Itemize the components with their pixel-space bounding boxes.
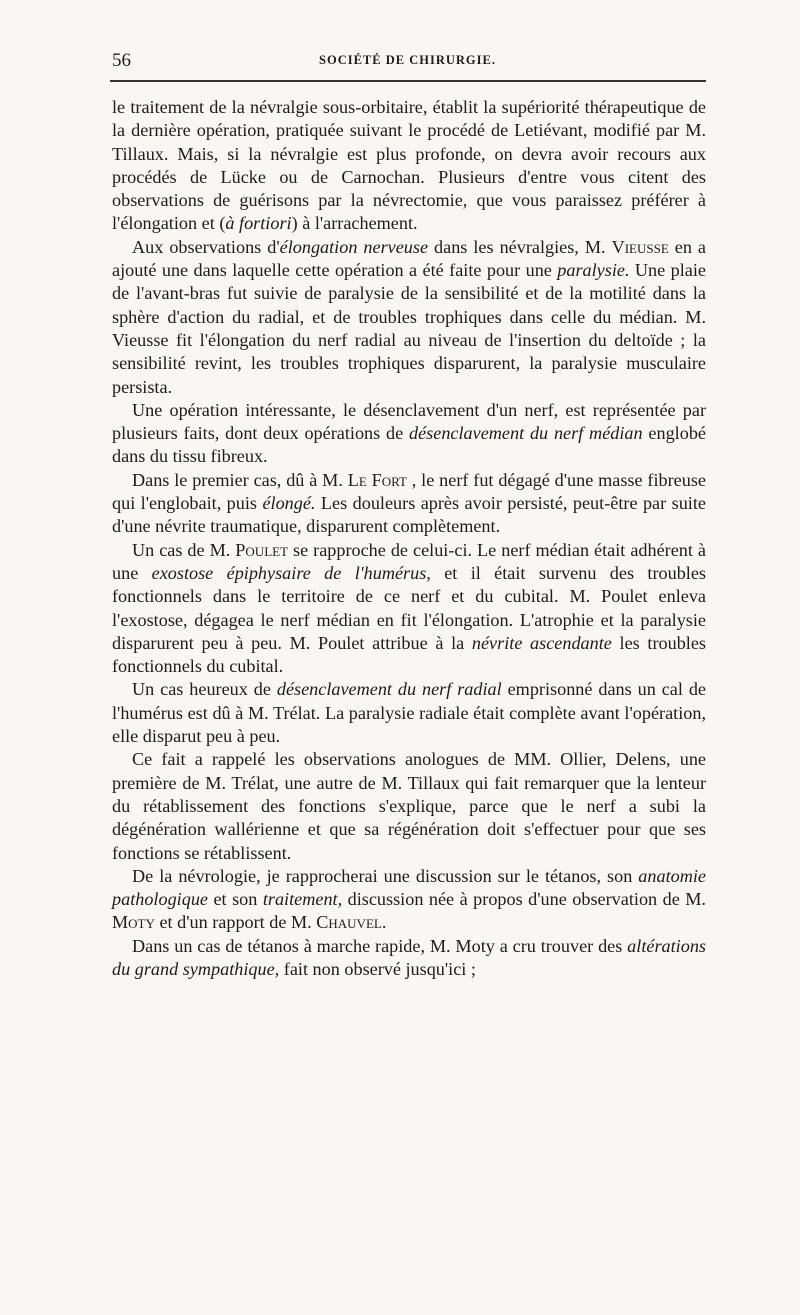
paragraph [112,865,706,935]
italic-text: paralysie. [557,260,630,281]
text-run: Dans un cas de tétanos à marche rapide, M. Moty a cru trouver des [132,935,628,956]
italic-text: à fortiori [225,213,292,234]
text-run: Une opération intéressante, le désenclavement d'un nerf, est représentée par plusieurs faits, dont deux opérations de [112,399,706,444]
text-run: Un cas heureux de [132,679,277,700]
paragraph [112,469,706,539]
text-run: ) à l'arrachement. [291,213,418,234]
italic-text: élongation nerveuse [279,236,429,257]
page-number: 56 [112,50,131,71]
text-run: Une plaie de l'avant-bras fut suivie de paralysie de la sensibilité et de la motilité dans la sphère d'action du radial, et de troubles trophiques dans celle du médian. M. Vieusse fit l'élongation du nerf radial au niveau de l'insertion du deltoïde ; la sensibilité revint, les troubles trophiques disparurent, la paralysie musculaire persista. [112,260,706,397]
body-text [112,96,706,981]
author-name: Chauvel. [316,912,387,933]
italic-text: désenclavement du nerf médian [409,423,643,444]
text-run: se rapproche de celui-ci. Le nerf médian était adhérent à une [112,539,706,583]
paragraph [112,935,706,982]
italic-text: traitement, [262,889,343,910]
text-run: Dans le premier cas, dû à M. [132,469,348,490]
paragraph [112,236,706,399]
italic-text: exostose épiphysaire de l'humérus, [151,562,431,583]
text-run: Aux observations d' [132,236,280,257]
text-run: Ce fait a rappelé les observations anologues de MM. Ollier, Delens, une première de M. Trélat, une autre de M. Tillaux qui fait remarquer que la lenteur du rétablissement des fonctions s'explique, parce que le nerf a subi la dégénération wallérienne et que sa régénération doit s'effectuer pour que ses fonctions se rétablissent. [112,749,706,863]
text-run: , le nerf fut dégagé d'une masse fibreuse qui l'englobait, puis [112,469,707,514]
text-run: Les douleurs après avoir persisté, peut-être par suite d'une névrite traumatique, disparurent complètement. [112,493,706,537]
text-run: emprisonné dans un cal de l'humérus est dû à M. Trélat. La paralysie radiale était complète avant l'opération, elle disparut peu à peu. [112,679,706,747]
author-name: Le Fort [347,469,407,490]
text-run: et il était survenu des troubles fonctionnels dans le territoire de ce nerf et du cubital. M. Poulet enleva l'exostose, dégagea le nerf médian en fit l'élongation. L'atrophie et la paralysie disparurent peu à peu. M. Poulet attribue à la [112,562,707,653]
text-run: englobé dans du tissu fibreux. [112,423,706,467]
italic-text: désenclavement du nerf radial [276,679,502,700]
text-run: De la névrologie, je rapprocherai une discussion sur le tétanos, son [132,865,639,886]
paragraph [112,96,706,236]
text-run: Un cas de M. [132,539,236,560]
italic-text: altérations du grand sympathique, [112,935,706,979]
text-run: discussion née à propos d'une observation de M. [342,889,706,910]
paragraph [112,399,706,469]
paragraph [112,678,706,748]
text-run: en a ajouté une dans laquelle cette opération a été faite pour une [112,236,706,281]
italic-text: anatomie pathologique [112,865,706,910]
text-run: dans les névralgies, M. [428,236,612,257]
text-run: le traitement de la névralgie sous-orbitaire, établit la supériorité thérapeutique de la dernière opération, pratiquée suivant le procédé de Letiévant, modifié par M. Tillaux. Mais, si la névralgie est plus profonde, on devra avoir recours aux procédés de Lücke ou de Carnochan. Plusieurs d'entre vous citent des observations de guérisons par la névrectomie, que vous paraissez préférer à l'élongation et ( [112,97,706,234]
author-name: Moty [112,912,155,933]
author-name: Poulet [235,539,289,560]
paragraph [112,539,706,679]
italic-text: élongé. [262,493,316,514]
text-run: et son [207,889,263,910]
text-run: fait non observé jusqu'ici ; [279,958,476,979]
text-run: et d'un rapport de M. [154,912,317,933]
text-run: les troubles fonctionnels du cubital. [112,632,707,677]
author-name: Vieusse [611,236,669,257]
page-header [110,50,705,74]
paragraph [112,748,706,864]
running-title: SOCIÉTÉ DE CHIRURGIE. [319,53,496,67]
header-rule [110,80,706,82]
italic-text: névrite ascendante [471,632,612,653]
